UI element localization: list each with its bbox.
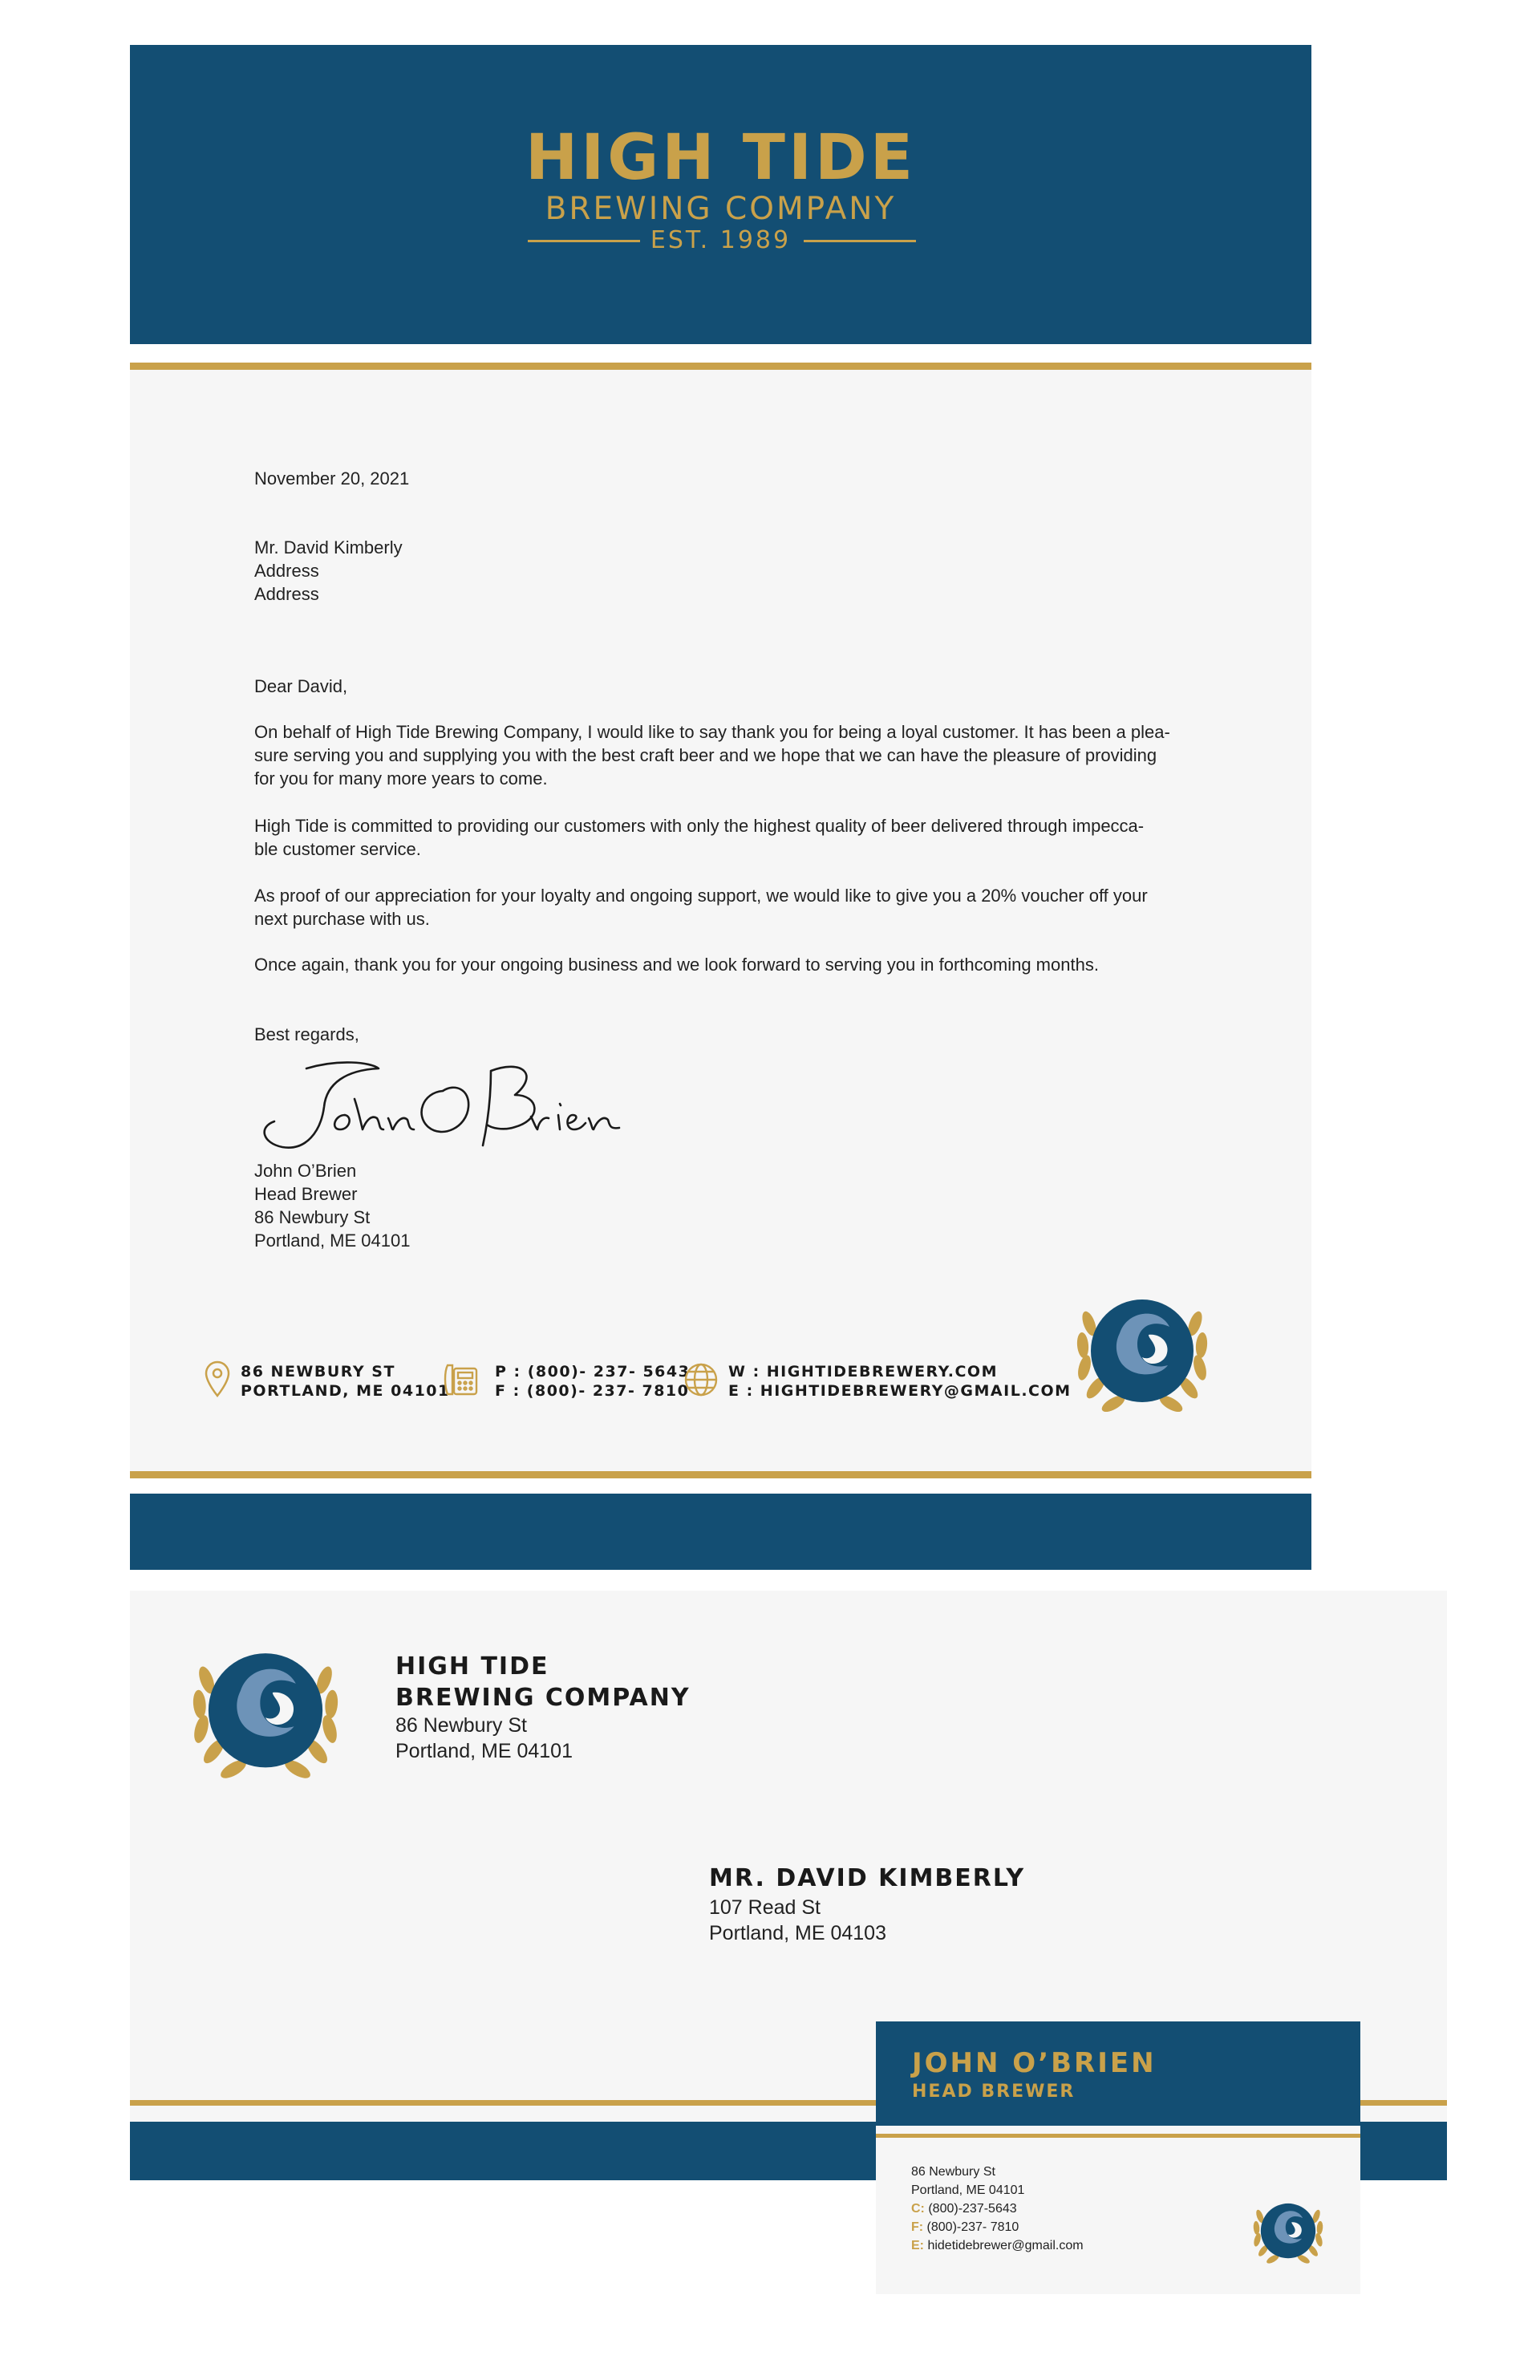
card-email-value: hidetidebrewer@gmail.com xyxy=(924,2239,1084,2252)
card-fax-value: (800)-237- 7810 xyxy=(923,2220,1019,2234)
phone-fax-icon xyxy=(443,1360,480,1397)
card-emblem-icon xyxy=(1250,2191,1327,2269)
envelope-sender-address: 86 Newbury St xyxy=(395,1714,527,1737)
letter-date: November 20, 2021 xyxy=(254,468,410,489)
signer-address-line: 86 Newbury St xyxy=(254,1207,371,1227)
handwritten-signature xyxy=(250,1051,651,1163)
paragraph-line: Once again, thank you for your ongoing business and we look forward to serving you in forthcoming months. xyxy=(254,955,1099,975)
card-title: HEAD BREWER xyxy=(912,2082,1076,2102)
envelope-sender-company: HIGH TIDE xyxy=(395,1652,549,1681)
footer-fax-line: F : (800)- 237- 7810 xyxy=(495,1382,690,1400)
footer-web xyxy=(728,1362,1072,1401)
footer-phone-line: P : (800)- 237- 5643 xyxy=(495,1363,691,1381)
paragraph-line: next purchase with us. xyxy=(254,909,430,929)
envelope-recipient-address: Portland, ME 04103 xyxy=(709,1922,886,1944)
letter-closing: Best regards, xyxy=(254,1024,359,1044)
paragraph-line: sure serving you and supplying you with the best craft beer and we hope that we can have the pleasure of providing xyxy=(254,745,1157,765)
paragraph-line: for you for many more years to come. xyxy=(254,768,548,789)
letter-paragraph xyxy=(254,884,1193,931)
paragraph-line: High Tide is committed to providing our customers with only the highest quality of beer delivered through impecca- xyxy=(254,816,1145,836)
recipient-name: Mr. David Kimberly xyxy=(254,537,403,557)
letterhead-gold-rule-top xyxy=(130,363,1311,370)
recipient-address-line: Address xyxy=(254,584,319,604)
letterhead-gold-rule-bottom xyxy=(130,1471,1311,1478)
paragraph-line: ble customer service. xyxy=(254,839,421,859)
card-cell xyxy=(911,2200,1017,2218)
card-fax xyxy=(911,2218,1019,2236)
card-address-line: Portland, ME 04101 xyxy=(911,2183,1025,2197)
footer-address xyxy=(241,1362,450,1401)
envelope-emblem-icon xyxy=(165,1628,366,1789)
brand-subtitle: BREWING COMPANY xyxy=(545,191,897,227)
footer-address-line: PORTLAND, ME 04101 xyxy=(241,1382,450,1400)
card-cell-value: (800)-237-5643 xyxy=(924,2202,1017,2216)
signer-name: John O’Brien xyxy=(254,1161,357,1181)
footer-website: W : HIGHTIDEBREWERY.COM xyxy=(728,1363,998,1381)
letter-paragraph xyxy=(254,953,1193,976)
letter-paragraph xyxy=(254,720,1193,790)
card-address-line: 86 Newbury St xyxy=(911,2165,995,2179)
card-email-label: E: xyxy=(911,2239,924,2252)
letter-recipient xyxy=(254,536,403,606)
letter-salutation: Dear David, xyxy=(254,676,348,696)
footer-phone xyxy=(495,1362,690,1401)
card-cell-label: C: xyxy=(911,2202,925,2216)
paragraph-line: As proof of our appreciation for your loyalty and ongoing support, we would like to give you a 20% voucher off your xyxy=(254,886,1148,906)
brand-emblem-icon xyxy=(1072,1277,1213,1421)
card-fax-label: F: xyxy=(911,2220,924,2234)
brand-established: EST. 1989 xyxy=(650,226,792,254)
footer-email: E : HIGHTIDEBREWERY@GMAIL.COM xyxy=(728,1382,1072,1400)
envelope-recipient-address: 107 Read St xyxy=(709,1896,821,1919)
signer-title: Head Brewer xyxy=(254,1184,358,1204)
letter-paragraph xyxy=(254,814,1193,861)
signer-block xyxy=(254,1159,410,1252)
letterhead-footer-band xyxy=(130,1494,1311,1570)
business-card-gold-rule xyxy=(876,2134,1360,2138)
signer-address-line: Portland, ME 04101 xyxy=(254,1231,411,1251)
letterhead-header xyxy=(130,45,1311,344)
brand-name: HIGH TIDE xyxy=(525,122,916,194)
envelope-recipient-name: MR. DAVID KIMBERLY xyxy=(709,1864,1026,1892)
envelope-sender-address: Portland, ME 04101 xyxy=(395,1740,573,1762)
recipient-address-line: Address xyxy=(254,561,319,581)
envelope-sender-company: BREWING COMPANY xyxy=(395,1684,691,1712)
location-pin-icon xyxy=(204,1360,231,1397)
card-email xyxy=(911,2236,1084,2255)
card-name: JOHN O’BRIEN xyxy=(912,2047,1157,2079)
paragraph-line: On behalf of High Tide Brewing Company, I would like to say thank you for being a loyal customer. It has been a plea- xyxy=(254,722,1170,742)
globe-icon xyxy=(683,1362,719,1397)
footer-address-line: 86 NEWBURY ST xyxy=(241,1363,395,1381)
est-divider-right xyxy=(804,240,916,242)
est-divider-left xyxy=(528,240,640,242)
